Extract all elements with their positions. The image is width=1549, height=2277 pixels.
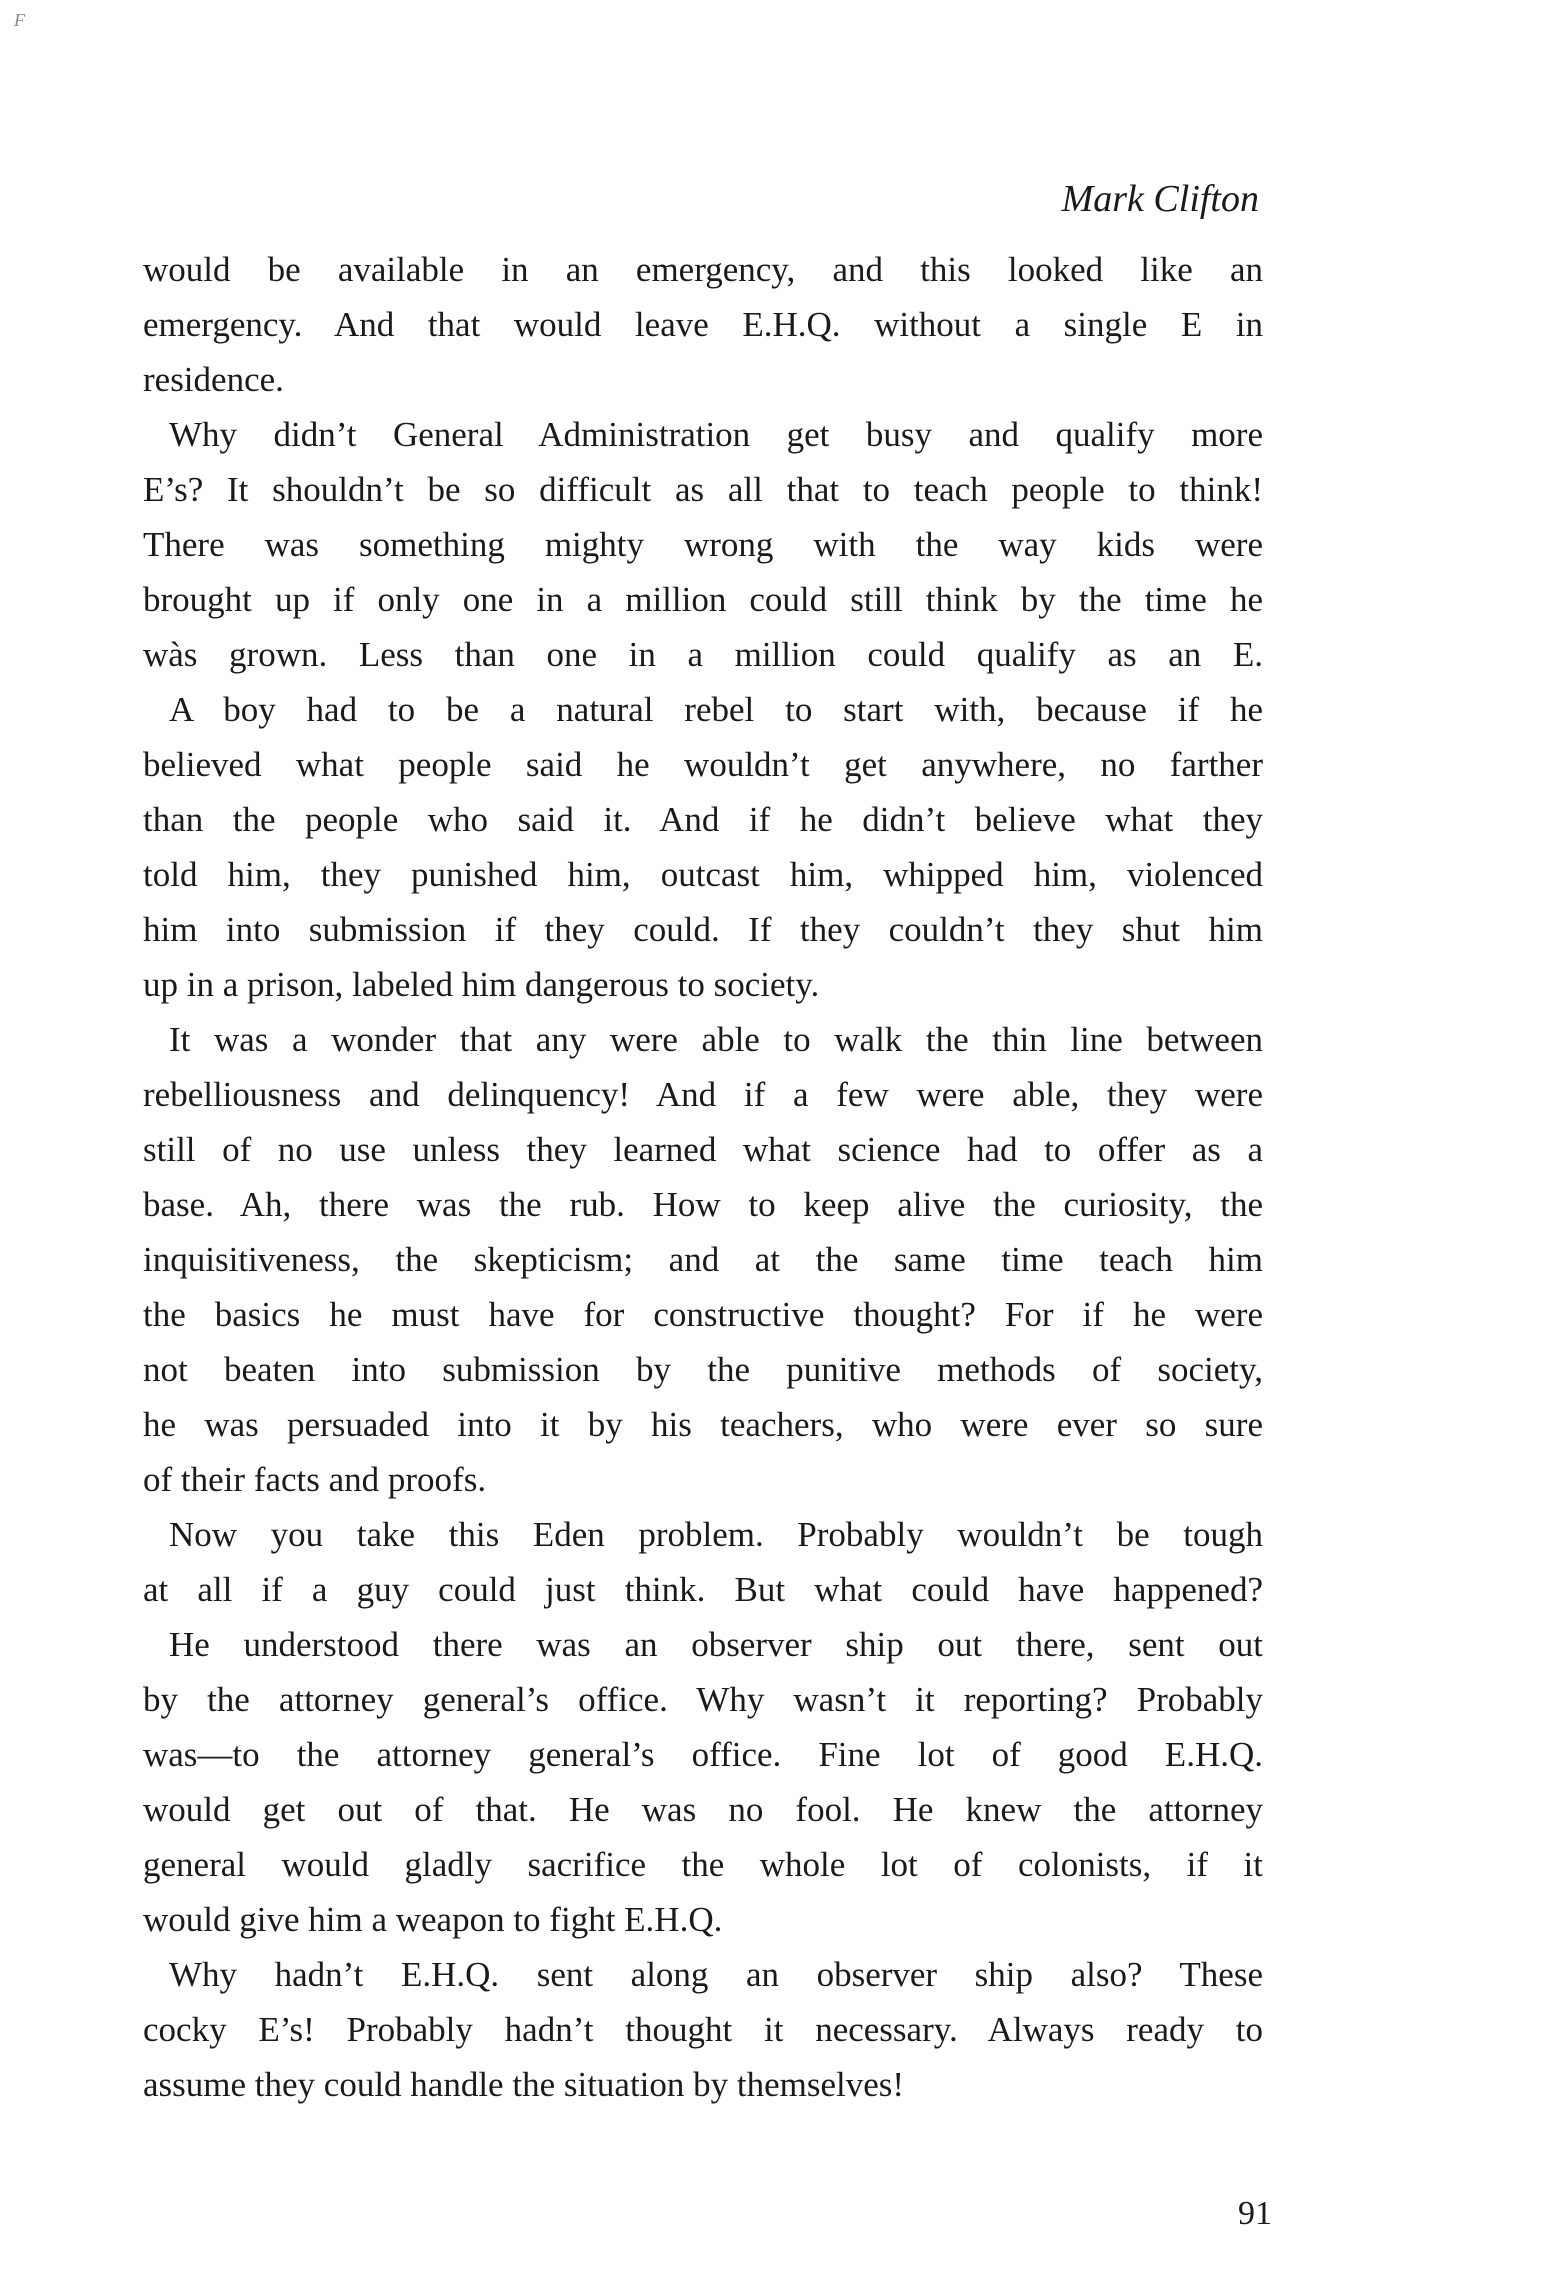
text-line: would be available in an emergency, and this looked like an [143, 250, 1263, 289]
text-line: the basics he must have for constructive thought? For if he were [143, 1295, 1263, 1334]
text-line: Why didn’t General Administration get busy and qualify more [169, 415, 1263, 454]
paragraph [143, 407, 1263, 682]
text-line: was—to the attorney general’s office. Fine lot of good E.H.Q. [143, 1735, 1263, 1774]
paragraph [143, 1507, 1263, 1617]
text-line: general would gladly sacrifice the whole lot of colonists, if it [143, 1845, 1263, 1884]
text-line: of their facts and proofs. [143, 1460, 487, 1499]
text-line: would get out of that. He was no fool. He knew the attorney [143, 1790, 1263, 1829]
text-line: It was a wonder that any were able to walk the thin line between [169, 1020, 1263, 1059]
text-line: up in a prison, labeled him dangerous to society. [143, 965, 820, 1004]
text-line: would give him a weapon to fight E.H.Q. [143, 1900, 723, 1939]
text-line: not beaten into submission by the punitive methods of society, [143, 1350, 1263, 1389]
text-line: There was something mighty wrong with the way kids were [143, 525, 1263, 564]
text-line: cocky E’s! Probably hadn’t thought it necessary. Always ready to [143, 2010, 1263, 2049]
text-line: inquisitiveness, the skepticism; and at the same time teach him [143, 1240, 1263, 1279]
paragraph [143, 242, 1263, 407]
text-line: residence. [143, 360, 284, 399]
text-line: than the people who said it. And if he didn’t believe what they [143, 800, 1263, 839]
paragraph [143, 1947, 1263, 2112]
paragraph [143, 1617, 1263, 1947]
text-line: He understood there was an observer ship out there, sent out [169, 1625, 1263, 1664]
text-line: E’s? It shouldn’t be so difficult as all that to teach people to think! [143, 470, 1263, 509]
text-line: by the attorney general’s office. Why wasn’t it reporting? Probably [143, 1680, 1263, 1719]
paragraph [143, 1012, 1263, 1507]
text-line: base. Ah, there was the rub. How to keep alive the curiosity, the [143, 1185, 1263, 1224]
text-line: A boy had to be a natural rebel to start with, because if he [169, 690, 1263, 729]
paragraph [143, 682, 1263, 1012]
text-line: told him, they punished him, outcast him, whipped him, violenced [143, 855, 1263, 894]
text-line: Why hadn’t E.H.Q. sent along an observer ship also? These [169, 1955, 1263, 1994]
running-head-author: Mark Clifton [1061, 178, 1259, 220]
text-line: assume they could handle the situation by themselves! [143, 2065, 905, 2104]
text-line: he was persuaded into it by his teachers, who were ever so sure [143, 1405, 1263, 1444]
text-line: Now you take this Eden problem. Probably wouldn’t be tough [169, 1515, 1263, 1554]
text-line: believed what people said he wouldn’t get anywhere, no farther [143, 745, 1263, 784]
text-line: wàs grown. Less than one in a million could qualify as an E. [143, 635, 1263, 674]
scan-corner-mark: F [14, 10, 25, 30]
text-line: rebelliousness and delinquency! And if a few were able, they were [143, 1075, 1263, 1114]
page-number: 91 [1238, 2195, 1272, 2232]
text-line: him into submission if they could. If they couldn’t they shut him [143, 910, 1263, 949]
text-line: brought up if only one in a million could still think by the time he [143, 580, 1263, 619]
text-line: at all if a guy could just think. But what could have happened? [143, 1570, 1263, 1609]
text-line: still of no use unless they learned what science had to offer as a [143, 1130, 1263, 1169]
body-text [143, 242, 1263, 2112]
text-line: emergency. And that would leave E.H.Q. without a single E in [143, 305, 1263, 344]
